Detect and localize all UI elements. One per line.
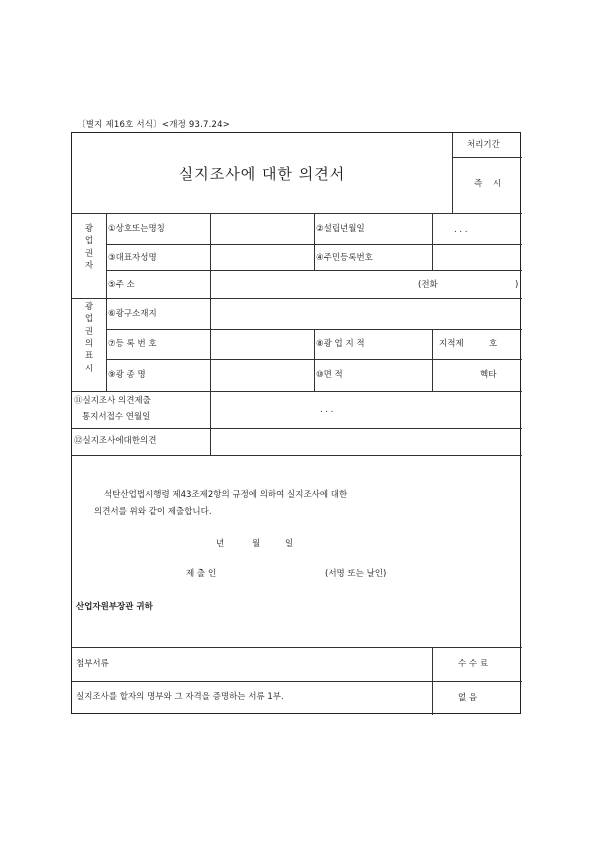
processing-period-value: 즉 시 <box>474 179 506 189</box>
submitter-label: 제 출 인 <box>186 569 217 579</box>
fee-value: 없 음 <box>458 693 478 703</box>
area-label: ⑩면 적 <box>316 370 343 380</box>
fee-label: 수 수 료 <box>458 659 489 669</box>
date-day: 일 <box>285 539 294 549</box>
form-title: 실지조사에 대한 의견서 <box>178 165 346 183</box>
attachments-item: 실지조사를 할자의 명부와 그 자격을 증명하는 서류 1부. <box>76 692 284 702</box>
established-date-value: . . . <box>454 225 468 235</box>
mine-location-label: ⑥광구소재지 <box>108 309 157 319</box>
established-date-label: ②설립년월일 <box>316 224 365 234</box>
address-label: ⑤주 소 <box>108 280 135 290</box>
registration-number-label: ⑦등 록 번 호 <box>108 339 157 349</box>
statement-line2: 의견서를 위와 같이 제출합니다. <box>94 507 212 517</box>
statement-line1: 석탄산업법시행령 제43조제2항의 규정에 의하여 실지조사에 대한 <box>104 490 348 500</box>
processing-period-label: 처리기간 <box>467 140 500 150</box>
representative-label: ③대표자성명 <box>108 253 157 263</box>
opinion-label: ⑫실지조사에대한의견 <box>74 436 157 446</box>
mine-map-label: ⑧광 업 지 적 <box>316 339 365 349</box>
mine-map-number-prefix: 지적제 <box>439 339 464 349</box>
form-number-note: 〔별지 제16호 서식〕<개정 93.7.24> <box>77 120 231 130</box>
signature-note: (서명 또는 날인) <box>325 569 387 579</box>
mine-map-number-suffix: 호 <box>489 339 498 349</box>
resident-number-label: ④주민등록번호 <box>316 253 373 263</box>
trade-name-label: ①상호또는명칭 <box>108 224 165 234</box>
date-month: 월 <box>252 539 261 549</box>
opinion-receipt-label-line2: 통지서접수 연월일 <box>82 412 151 422</box>
mineral-type-label: ⑨광 종 명 <box>108 370 146 380</box>
section-mining-holder-label: 광 업 권 자 <box>84 224 94 271</box>
section-mining-right-label: 광 업 권 의 표 시 <box>84 302 94 374</box>
opinion-receipt-date-value: . . . <box>320 405 334 415</box>
area-unit: 헥타 <box>480 370 497 380</box>
phone-close: ) <box>515 280 519 290</box>
phone-open: (전화 <box>418 280 438 290</box>
recipient: 산업자원부장관 귀하 <box>76 602 153 612</box>
opinion-form <box>71 132 521 714</box>
opinion-receipt-label-line1: ⑪실지조사 의견제출 <box>74 396 151 406</box>
attachments-label: 첨부서류 <box>76 659 109 669</box>
date-year: 년 <box>216 539 225 549</box>
